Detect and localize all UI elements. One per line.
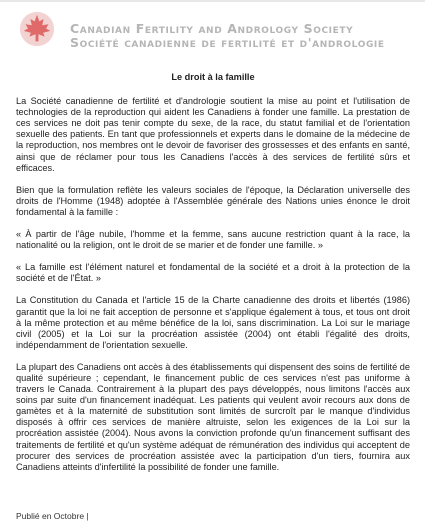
paragraph-declaration: Bien que la formulation reflète les valeurs sociales de l'époque, la Déclaration universelle des droits de l'Homme (1948) adoptée à l'Assemblée générale des Nations unies énonce le droit fondamental à la famille : xyxy=(16,184,410,217)
paragraph-access: La plupart des Canadiens ont accès à des établissements qui dispensent des soins de fertilité de qualité supérieure ; cependant, le financement public de ces services n'est pas uniforme à travers le Canada. Contrairement à la plupart des pays développés, nous limitons l'accès aux soins par suite d'un financement inadéquat. Les patients qui veulent avoir recours aux dons de gamètes et à la maternité de substitution sont limités de surcroît par le manque d'individus disposés à offrir ces services de manière altruiste, selon les exigences de la Loi sur la procréation assistée (2004). Nous avons la conviction profonde qu'un financement suffisant des traitements de fertilité et qu'un système adéquat de rémunération des individus qui acceptent de procurer des services de procréation assistée avec la participation d'un tiers, fournira aux Canadiens atteints d'infertilité la possibilité de fonder une famille. xyxy=(16,361,410,472)
organization-name xyxy=(70,22,420,50)
organization-name-fr: Société canadienne de fertilité et d'andrologie xyxy=(70,35,385,50)
publication-note: Publié en Octobre | xyxy=(16,511,89,521)
document-title: Le droit à la famille xyxy=(171,72,255,82)
quote-marriage: « À partir de l'âge nubile, l'homme et la femme, sans aucune restriction quant à la race, la nationalité ou la religion, ont le droit de se marier et de fonder une famille. » xyxy=(16,229,410,251)
top-divider xyxy=(0,0,425,2)
paragraph-intro: La Société canadienne de fertilité et d'andrologie soutient la mise au point et l'utilisation de technologies de la reproduction qui aident les Canadiens à fonder une famille. La prestation de ces services ne doit pas tenir compte du sexe, de la race, du statut familial et de l'orientation sexuelle des patients. En tant que professionnels et experts dans le domaine de la médecine de la reproduction, nos membres ont le devoir de favoriser des grossesses et des enfants en santé, ainsi que de réclamer pour tous les Canadiens l'accès à des services de fertilité sûrs et efficaces. xyxy=(16,96,410,173)
quote-family: « La famille est l'élément naturel et fondamental de la société et a droit à la protection de la société et de l'État. » xyxy=(16,262,410,284)
organization-name-en: Canadian Fertility and Andrology Society xyxy=(70,21,354,36)
paragraph-constitution: La Constitution du Canada et l'article 15 de la Charte canadienne des droits et libertés (1986) garantit que la loi ne fait acception de personne et s'applique également à tous, et tous ont droit à la même protection et au même bénéfice de la loi, sans discrimination. La Loi sur le mariage civil (2005) et la Loi sur la procréation assistée (2004) ont établi l'égalité des droits, indépendamment de l'orientation sexuelle. xyxy=(16,295,410,350)
maple-leaf-logo-icon xyxy=(18,10,56,48)
document-body xyxy=(16,66,410,484)
